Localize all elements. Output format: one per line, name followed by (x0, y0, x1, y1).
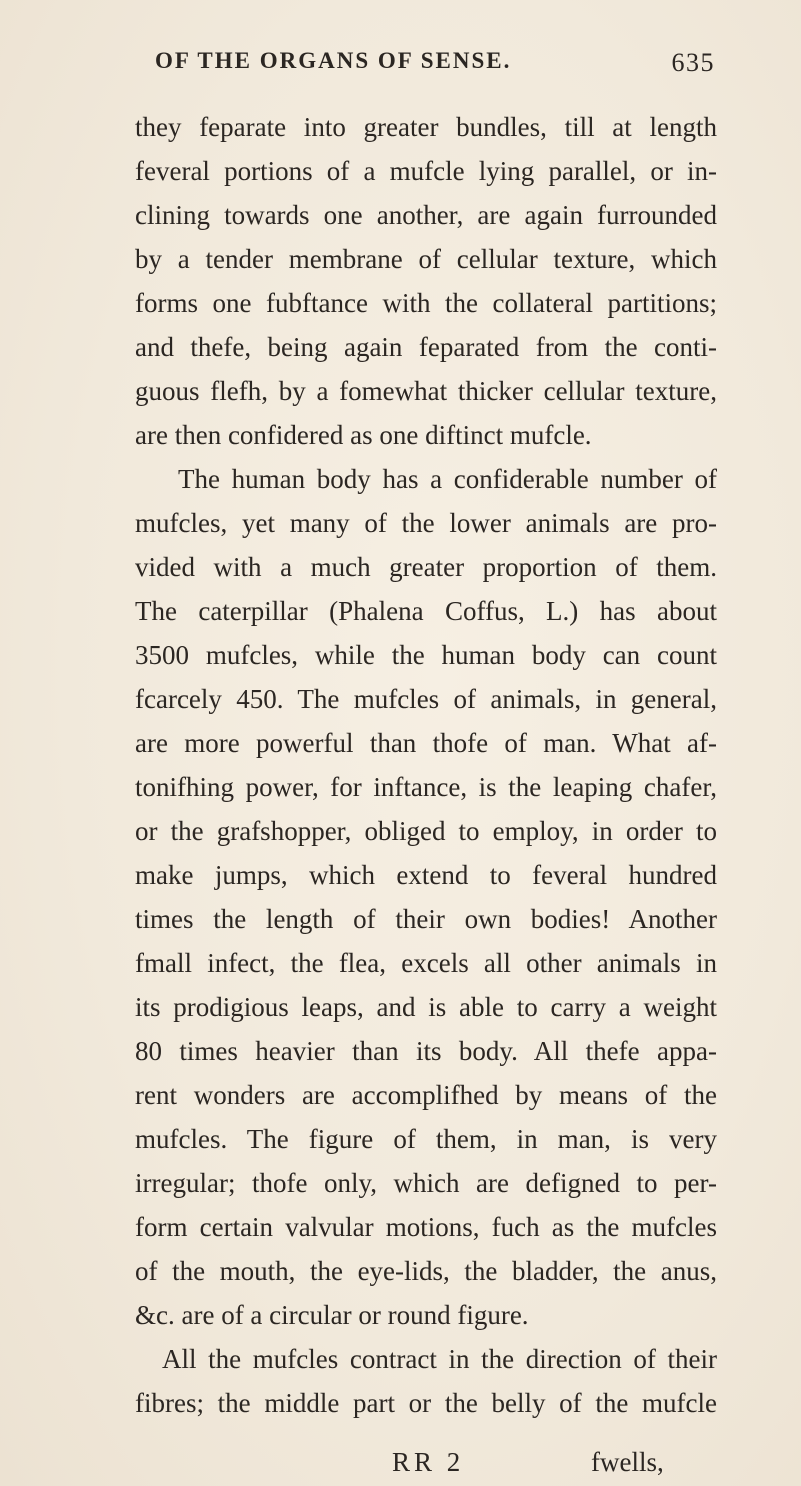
text-line: 80 times heavier than its body. All thefe appa- (135, 1036, 717, 1066)
page-footer (0, 1447, 801, 1486)
paragraph-start-line: All the mufcles contract in the direction of their (162, 1344, 717, 1374)
text-line: are more powerful than thofe of man. What af- (135, 728, 717, 758)
paragraph-start-line: The human body has a confiderable number of (178, 464, 717, 494)
text-line: and thefe, being again feparated from the conti- (135, 332, 717, 362)
text-line: forms one fubftance with the collateral partitions; (135, 288, 717, 318)
text-line: its prodigious leaps, and is able to carry a weight (135, 992, 717, 1022)
text-line: rent wonders are accomplifhed by means of the (135, 1080, 717, 1110)
text-line: fibres; the middle part or the belly of the mufcle (135, 1388, 717, 1418)
text-line: make jumps, which extend to feveral hundred (135, 860, 717, 890)
text-line: vided with a much greater proportion of them. (135, 552, 717, 582)
signature-mark: RR 2 (392, 1447, 465, 1477)
text-line: of the mouth, the eye-lids, the bladder, the anus, (135, 1256, 717, 1286)
text-line: feveral portions of a mufcle lying parallel, or in- (135, 156, 717, 186)
text-line: mufcles, yet many of the lower animals are pro- (135, 508, 717, 538)
text-line: tonifhing power, for inftance, is the leaping chafer, (135, 772, 717, 802)
text-line: are then confidered as one diftinct mufcle. (135, 420, 592, 450)
text-line: mufcles. The figure of them, in man, is very (135, 1124, 717, 1154)
text-line: &c. are of a circular or round figure. (135, 1300, 529, 1330)
catchword: fwells, (591, 1447, 664, 1477)
text-line: guous flefh, by a fomewhat thicker cellular texture, (135, 376, 717, 406)
text-line: or the grafshopper, obliged to employ, in order to (135, 816, 717, 846)
text-line: form certain valvular motions, fuch as the mufcles (135, 1212, 717, 1242)
text-line: The caterpillar (Phalena Coffus, L.) has about (135, 596, 717, 626)
running-head: OF THE ORGANS OF SENSE. (155, 48, 512, 73)
text-line: by a tender membrane of cellular texture, which (135, 244, 717, 274)
text-line: 3500 mufcles, while the human body can count (135, 640, 717, 670)
text-line: fcarcely 450. The mufcles of animals, in general, (135, 684, 717, 714)
text-line: clining towards one another, are again furrounded (135, 200, 717, 230)
text-line: fmall infect, the flea, excels all other animals in (135, 948, 717, 978)
text-line: they feparate into greater bundles, till at length (135, 112, 717, 142)
text-line: times the length of their own bodies! Another (135, 904, 717, 934)
text-line: irregular; thofe only, which are defigned to per- (135, 1168, 717, 1198)
page-header (155, 48, 715, 88)
page-number: 635 (671, 48, 715, 77)
